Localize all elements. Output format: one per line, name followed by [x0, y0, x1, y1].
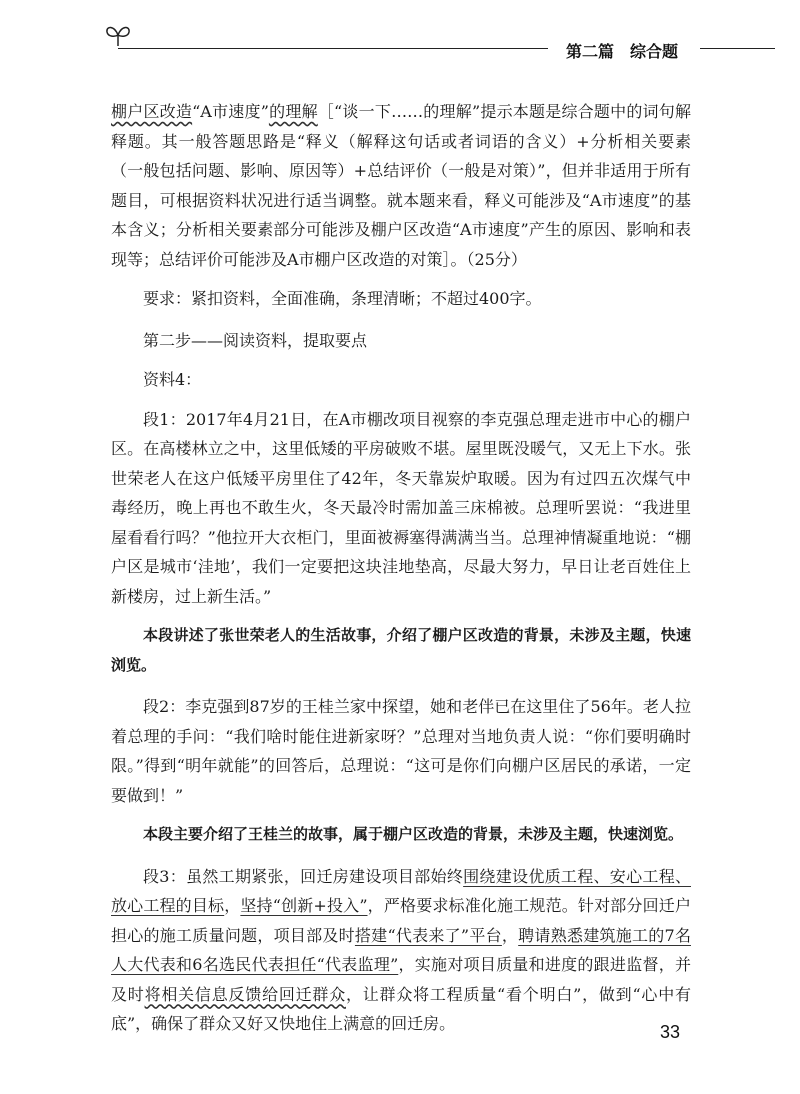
- intro-keyword-1: 棚户区改造: [111, 102, 193, 121]
- para3-text-6: ，让群众将工程质量“看个明白”，做到“心中有底”，确保了群众又好又快地住上满意的回迁房。: [111, 984, 691, 1033]
- page-number: 33: [660, 1022, 681, 1042]
- step2-heading: 第二步——阅读资料，提取要点: [143, 330, 368, 350]
- para3-text-3: ，严格要求标准化施工规范。针对部分回迁户担心的施工质量问题，项目部及时: [111, 896, 691, 945]
- para3-underline-5: 将相关信息反馈给回迁群众: [144, 984, 346, 1004]
- page-body: [111, 97, 691, 1039]
- page-header: [0, 18, 800, 61]
- para3-text-1: 段3：虽然工期紧张，回迁房建设项目部始终: [143, 866, 464, 886]
- intro-text: ［“谈一下……的理解”提示本题是综合题中的词句解释题。其一般答题思路是“释义（解释这句话或者词语的含义）+分析相关要素（一般包括问题、影响、原因等）+总结评价（一般是对策）”，但并非适用于所有题目，可根据资料状况进行适当调整。就本题来看，释义可能涉及“A市速度”的基本含义；分析相关要素部分可能涉及棚户区改造“A市速度”产生的原因、影响和表现等；总结评价可能涉及A市棚户区改造的对策］。（25分）: [111, 102, 691, 269]
- para3-underline-1: 围绕建设优质工程、安心工程、放心工程的目标: [111, 866, 691, 915]
- section-title: 第二篇 综合题: [566, 42, 679, 61]
- note-1: 本段讲述了张世荣老人的生活故事，介绍了棚户区改造的背景，未涉及主题，快速浏览。: [111, 626, 691, 674]
- intro-paragraph: [111, 97, 691, 274]
- paragraph-1: 段1：2017年4月21日，在A市棚改项目视察的李克强总理走进市中心的棚户区。在高楼林立之中，这里低矮的平房破败不堪。屋里既没暖气，又无上下水。张世荣老人在这户低矮平房里住了42年，冬天靠炭炉取暖。因为有过四五次煤气中毒经历，晚上再也不敢生火，冬天最冷时需加盖三床棉被。总理听罢说：“我进里屋看看行吗？”他拉开大衣柜门，里面被褥塞得满满当当。总理神情凝重地说：“棚户区是城市‘洼地’，我们一定要把这块洼地垫高，尽最大努力，早日让老百姓住上新楼房，过上新生活。”: [111, 409, 691, 606]
- header-rule-right: [700, 48, 775, 49]
- para3-text-2: ，: [224, 896, 241, 915]
- intro-keyword-2: “A市速度”: [192, 102, 269, 121]
- material-label: 资料4：: [143, 370, 202, 389]
- para3-underline-4: 聘请熟悉建筑施工的7名人大代表和6名选民代表担任“代表监理”: [111, 925, 691, 974]
- note-2: 本段主要介绍了王桂兰的故事，属于棚户区改造的背景，未涉及主题，快速浏览。: [143, 825, 684, 843]
- requirement-text: 要求：紧扣资料，全面准确，条理清晰；不超过400字。: [143, 289, 542, 308]
- header-rule-left: [118, 48, 548, 49]
- paragraph-2: 段2：李克强到87岁的王桂兰家中探望，她和老伴已在这里住了56年。老人拉着总理的手问：“我们啥时能住进新家呀？”总理对当地负责人说：“你们要明确时限。”得到“明年就能”的回答后，总理说：“这可是你们向棚户区居民的承诺，一定要做到！”: [111, 697, 691, 805]
- para3-text-5: ，实施对项目质量和进度的跟进监督，并及时: [111, 955, 691, 1004]
- intro-keyword-3: 的理解: [268, 102, 318, 121]
- paragraph-3: [111, 862, 691, 1039]
- para3-underline-3: 搭建“代表来了”平台: [354, 925, 502, 945]
- para3-text-4: ，: [501, 925, 519, 945]
- para3-underline-2: 坚持“创新+投入”: [240, 896, 368, 915]
- leaf-sprout-icon: [104, 22, 132, 48]
